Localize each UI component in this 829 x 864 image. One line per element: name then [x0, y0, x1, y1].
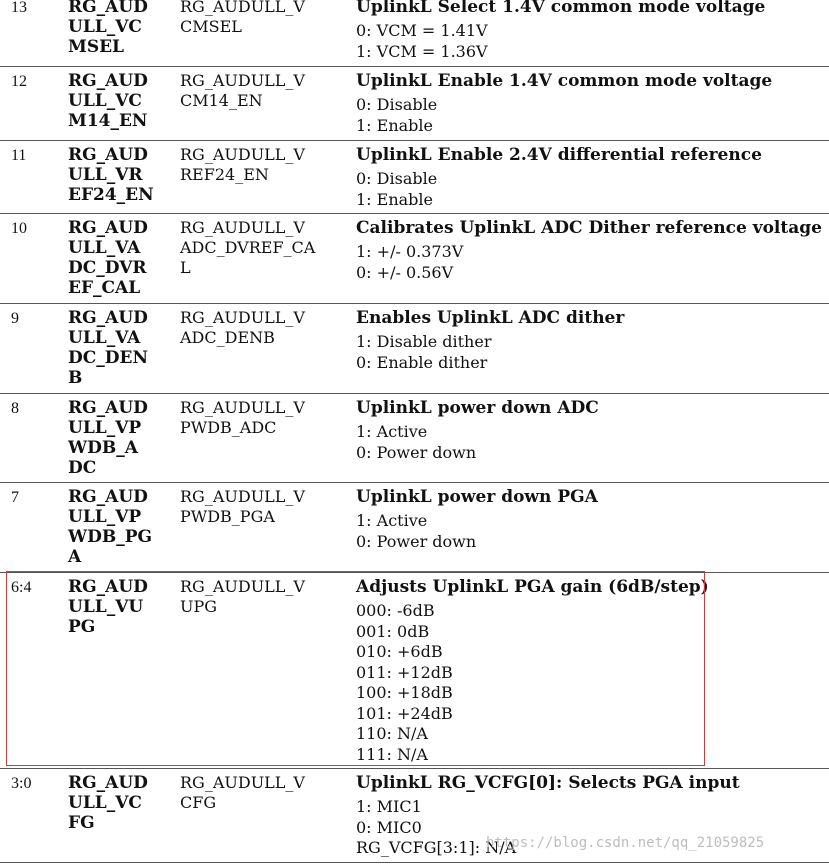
signal-name: RG_AUDULL_V CM14_EN [180, 71, 305, 110]
description [356, 71, 826, 136]
description-line: 0: Disable [356, 95, 438, 114]
description-line: 0: Power down [356, 442, 477, 462]
description-line: 1: VCM = 1.36V [356, 41, 488, 61]
description-title: Calibrates UplinkL ADC Dither reference voltage [356, 218, 822, 238]
description-title: UplinkL Enable 2.4V differential reference [356, 145, 762, 165]
description-line: 100: +18dB [356, 683, 453, 702]
description [356, 145, 826, 210]
register-name: RG_AUD ULL_VA DC_DVR EF_CAL [68, 218, 148, 298]
signal-name: RG_AUDULL_V UPG [180, 577, 305, 616]
row-divider [0, 768, 829, 769]
row-divider [0, 140, 829, 141]
description-line: 101: +24dB [356, 703, 453, 723]
description-title: Adjusts UplinkL PGA gain (6dB/step) [356, 577, 709, 597]
row-divider [0, 393, 829, 394]
register-name: RG_AUD ULL_VU PG [68, 577, 148, 637]
description-line: 0: Enable dither [356, 352, 488, 372]
watermark: https://blog.csdn.net/qq_21059825 [486, 835, 765, 851]
description-title: UplinkL Select 1.4V common mode voltage [356, 0, 766, 17]
description-line: 1: Enable [356, 115, 434, 135]
signal-name: RG_AUDULL_V ADC_DVREF_CA L [180, 218, 316, 277]
bit-field: 6:4 [11, 579, 32, 596]
register-name: RG_AUD ULL_VA DC_DEN B [68, 308, 149, 388]
description-line: 0: +/- 0.56V [356, 262, 454, 282]
description-line: RG_VCFG[3:1]: N/A [356, 838, 517, 857]
row-divider [0, 482, 829, 483]
row-divider [0, 66, 829, 67]
description-title: UplinkL RG_VCFG[0]: Selects PGA input [356, 773, 740, 793]
description-title: Enables UplinkL ADC dither [356, 308, 625, 328]
description [356, 398, 826, 463]
highlight-box [6, 571, 705, 766]
description-line: 010: +6dB [356, 642, 443, 661]
description-line: 1: Active [356, 511, 428, 530]
signal-name: RG_AUDULL_V CFG [180, 773, 305, 812]
signal-name: RG_AUDULL_V PWDB_ADC [180, 398, 305, 437]
description-line: 0: VCM = 1.41V [356, 21, 488, 40]
description-line: 000: -6dB [356, 601, 435, 620]
bit-field: 13 [11, 0, 27, 16]
bit-field: 9 [11, 310, 19, 327]
description-line: 1: Disable dither [356, 332, 492, 351]
bit-field: 10 [11, 220, 27, 237]
description-line: 0: Power down [356, 531, 477, 551]
description-line: 1: Active [356, 422, 428, 441]
bit-field: 7 [11, 489, 19, 506]
bit-field: 3:0 [11, 775, 32, 792]
description-line: 1: +/- 0.373V [356, 242, 464, 261]
bit-field: 12 [11, 73, 27, 90]
description [356, 218, 826, 283]
bit-field: 11 [11, 147, 27, 164]
signal-name: RG_AUDULL_V CMSEL [180, 0, 305, 36]
description [356, 0, 826, 62]
description-title: UplinkL power down PGA [356, 487, 598, 507]
row-divider [0, 213, 829, 214]
description-line: 110: N/A [356, 724, 428, 743]
description [356, 308, 826, 373]
register-name: RG_AUD ULL_VC M14_EN [68, 71, 148, 131]
description-line: 1: MIC1 [356, 797, 422, 816]
description-line: 0: Disable [356, 169, 438, 188]
description-line: 011: +12dB [356, 662, 453, 682]
row-divider [0, 303, 829, 304]
signal-name: RG_AUDULL_V ADC_DENB [180, 308, 305, 347]
row-divider [0, 862, 829, 863]
description-line: 001: 0dB [356, 621, 430, 641]
register-name: RG_AUD ULL_VC FG [68, 773, 148, 833]
description [356, 487, 826, 552]
register-name: RG_AUD ULL_VC MSEL [68, 0, 148, 57]
description-title: UplinkL power down ADC [356, 398, 599, 418]
signal-name: RG_AUDULL_V PWDB_PGA [180, 487, 305, 526]
description-line: 111: N/A [356, 744, 428, 764]
register-name: RG_AUD ULL_VR EF24_EN [68, 145, 154, 205]
description-title: UplinkL Enable 1.4V common mode voltage [356, 71, 773, 91]
register-name: RG_AUD ULL_VP WDB_PG A [68, 487, 153, 567]
description-line: 0: MIC0 [356, 817, 422, 837]
signal-name: RG_AUDULL_V REF24_EN [180, 145, 305, 184]
description-line: 1: Enable [356, 189, 434, 209]
register-name: RG_AUD ULL_VP WDB_A DC [68, 398, 148, 478]
bit-field: 8 [11, 400, 19, 417]
